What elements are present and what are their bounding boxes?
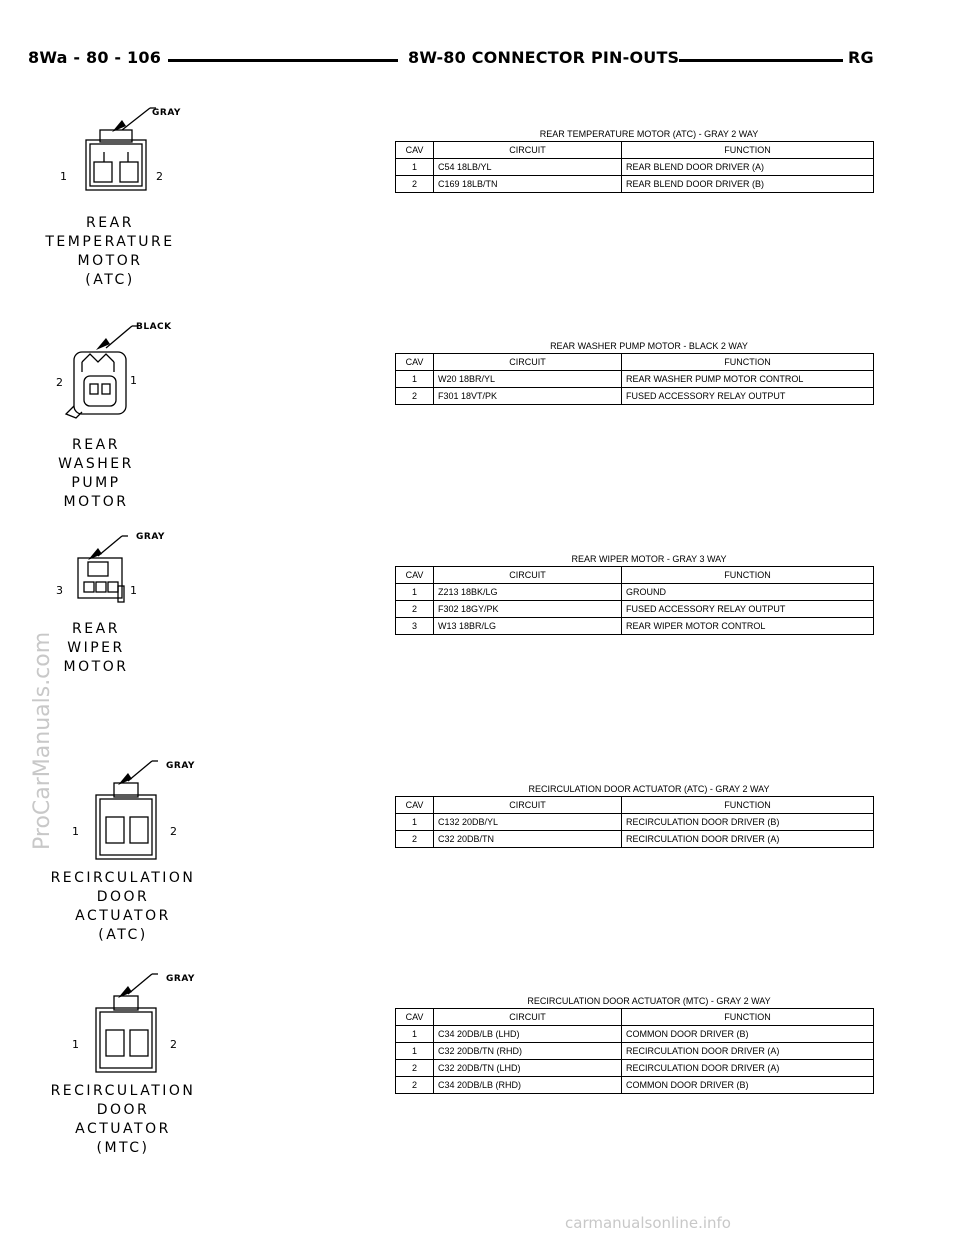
table-row — [396, 1077, 874, 1094]
cav-cell: 1 — [396, 814, 434, 831]
wire-color-label: GRAY — [152, 108, 181, 118]
cav-cell: 2 — [396, 388, 434, 405]
circuit-cell: C34 20DB/LB (RHD) — [434, 1077, 622, 1094]
section-code: RG — [848, 48, 874, 67]
pin-label-left: 1 — [72, 825, 79, 838]
connector-icon — [52, 755, 232, 865]
function-cell: RECIRCULATION DOOR DRIVER (A) — [622, 1043, 874, 1060]
function-cell: RECIRCULATION DOOR DRIVER (A) — [622, 1060, 874, 1077]
wire-color-label: GRAY — [136, 532, 165, 542]
column-header-function: FUNCTION — [622, 567, 874, 584]
connector-table — [395, 141, 874, 193]
pin-label-left: 1 — [60, 170, 67, 183]
connector-diagram-recirc-door-actuator-mtc — [50, 968, 232, 1156]
connector-table-block-4 — [395, 783, 873, 848]
column-header-circuit: CIRCUIT — [434, 142, 622, 159]
function-cell: COMMON DOOR DRIVER (B) — [622, 1026, 874, 1043]
cav-cell: 1 — [396, 584, 434, 601]
circuit-cell: C54 18LB/YL — [434, 159, 622, 176]
page-number: 8Wa - 80 - 106 — [28, 48, 162, 67]
circuit-cell: W20 18BR/YL — [434, 371, 622, 388]
table-row — [396, 176, 874, 193]
column-header-cav: CAV — [396, 567, 434, 584]
circuit-cell: C132 20DB/YL — [434, 814, 622, 831]
function-cell: COMMON DOOR DRIVER (B) — [622, 1077, 874, 1094]
column-header-cav: CAV — [396, 797, 434, 814]
connector-table-block-5 — [395, 995, 873, 1094]
connector-table-title: RECIRCULATION DOOR ACTUATOR (ATC) - GRAY 2 WAY — [528, 784, 770, 794]
table-row — [396, 618, 874, 635]
connector-icon — [52, 314, 202, 424]
cav-cell: 2 — [396, 1060, 434, 1077]
wire-color-label: GRAY — [166, 974, 195, 984]
connector-table — [395, 1008, 874, 1094]
circuit-cell: F301 18VT/PK — [434, 388, 622, 405]
connector-icon — [52, 528, 202, 608]
function-cell: FUSED ACCESSORY RELAY OUTPUT — [622, 601, 874, 618]
connector-table — [395, 566, 874, 635]
function-cell: REAR WIPER MOTOR CONTROL — [622, 618, 874, 635]
table-row — [396, 388, 874, 405]
circuit-cell: C34 20DB/LB (LHD) — [434, 1026, 622, 1043]
circuit-cell: Z213 18BK/LG — [434, 584, 622, 601]
cav-cell: 3 — [396, 618, 434, 635]
connector-icon — [52, 968, 232, 1078]
column-header-circuit: CIRCUIT — [434, 797, 622, 814]
circuit-cell: C32 20DB/TN — [434, 831, 622, 848]
connector-table-block-2 — [395, 340, 873, 405]
connector-name: RECIRCULATION DOOR ACTUATOR (MTC) — [50, 1083, 196, 1156]
connector-table-title: REAR WASHER PUMP MOTOR - BLACK 2 WAY — [550, 341, 748, 351]
cav-cell: 2 — [396, 831, 434, 848]
circuit-cell: C32 20DB/TN (LHD) — [434, 1060, 622, 1077]
connector-table-block-3 — [395, 553, 873, 635]
connector-table-block-1 — [395, 128, 873, 193]
table-row — [396, 1026, 874, 1043]
connector-name: REAR WASHER PUMP MOTOR — [58, 437, 134, 510]
table-row — [396, 601, 874, 618]
pin-label-right: 2 — [170, 1038, 177, 1051]
connector-table — [395, 353, 874, 405]
pin-label-right: 2 — [170, 825, 177, 838]
column-header-cav: CAV — [396, 354, 434, 371]
connector-diagram-recirc-door-actuator-atc — [50, 755, 232, 943]
table-header-row — [396, 567, 874, 584]
wire-color-label: BLACK — [136, 322, 172, 332]
pin-label-right: 2 — [156, 170, 163, 183]
function-cell: REAR BLEND DOOR DRIVER (A) — [622, 159, 874, 176]
column-header-function: FUNCTION — [622, 354, 874, 371]
watermark-side: ProCarManuals.com — [30, 631, 55, 850]
table-row — [396, 159, 874, 176]
cav-cell: 1 — [396, 159, 434, 176]
cav-cell: 1 — [396, 1026, 434, 1043]
function-cell: RECIRCULATION DOOR DRIVER (A) — [622, 831, 874, 848]
function-cell: REAR WASHER PUMP MOTOR CONTROL — [622, 371, 874, 388]
section-title: 8W-80 CONNECTOR PIN-OUTS — [408, 48, 680, 67]
cav-cell: 1 — [396, 1043, 434, 1060]
connector-diagram-rear-washer-pump-motor — [52, 314, 202, 514]
page-header — [28, 44, 876, 74]
column-header-function: FUNCTION — [622, 797, 874, 814]
table-row — [396, 814, 874, 831]
connector-table-title: RECIRCULATION DOOR ACTUATOR (MTC) - GRAY 2 WAY — [527, 996, 771, 1006]
cav-cell: 2 — [396, 176, 434, 193]
column-header-function: FUNCTION — [622, 1009, 874, 1026]
table-row — [396, 1060, 874, 1077]
connector-diagram-rear-wiper-motor — [52, 528, 202, 678]
pin-label-left: 3 — [56, 584, 63, 597]
column-header-circuit: CIRCUIT — [434, 1009, 622, 1026]
function-cell: RECIRCULATION DOOR DRIVER (B) — [622, 814, 874, 831]
function-cell: GROUND — [622, 584, 874, 601]
pin-label-left: 2 — [56, 376, 63, 389]
connector-table — [395, 796, 874, 848]
wire-color-label: GRAY — [166, 761, 195, 771]
connector-icon — [60, 100, 210, 200]
table-row — [396, 371, 874, 388]
cav-cell: 2 — [396, 1077, 434, 1094]
connector-table-title: REAR TEMPERATURE MOTOR (ATC) - GRAY 2 WAY — [539, 129, 759, 139]
column-header-circuit: CIRCUIT — [434, 354, 622, 371]
cav-cell: 1 — [396, 371, 434, 388]
connector-name: RECIRCULATION DOOR ACTUATOR (ATC) — [50, 870, 196, 943]
connector-name: REAR WIPER MOTOR — [63, 621, 129, 675]
column-header-cav: CAV — [396, 142, 434, 159]
function-cell: FUSED ACCESSORY RELAY OUTPUT — [622, 388, 874, 405]
table-header-row — [396, 1009, 874, 1026]
table-header-row — [396, 354, 874, 371]
circuit-cell: W13 18BR/LG — [434, 618, 622, 635]
pin-label-left: 1 — [72, 1038, 79, 1051]
watermark-bottom: carmanualsonline.info — [565, 1214, 731, 1232]
connector-table-title: REAR WIPER MOTOR - GRAY 3 WAY — [571, 554, 727, 564]
table-header-row — [396, 142, 874, 159]
circuit-cell: C32 20DB/TN (RHD) — [434, 1043, 622, 1060]
table-header-row — [396, 797, 874, 814]
cav-cell: 2 — [396, 601, 434, 618]
function-cell: REAR BLEND DOOR DRIVER (B) — [622, 176, 874, 193]
connector-name: REAR TEMPERATURE MOTOR (ATC) — [45, 215, 175, 288]
pin-label-right: 1 — [130, 374, 137, 387]
circuit-cell: F302 18GY/PK — [434, 601, 622, 618]
table-row — [396, 584, 874, 601]
table-row — [396, 831, 874, 848]
pin-label-right: 1 — [130, 584, 137, 597]
table-row — [396, 1043, 874, 1060]
column-header-cav: CAV — [396, 1009, 434, 1026]
circuit-cell: C169 18LB/TN — [434, 176, 622, 193]
column-header-function: FUNCTION — [622, 142, 874, 159]
connector-diagram-rear-temperature-motor — [45, 100, 210, 290]
column-header-circuit: CIRCUIT — [434, 567, 622, 584]
header-rule-left — [168, 59, 398, 62]
